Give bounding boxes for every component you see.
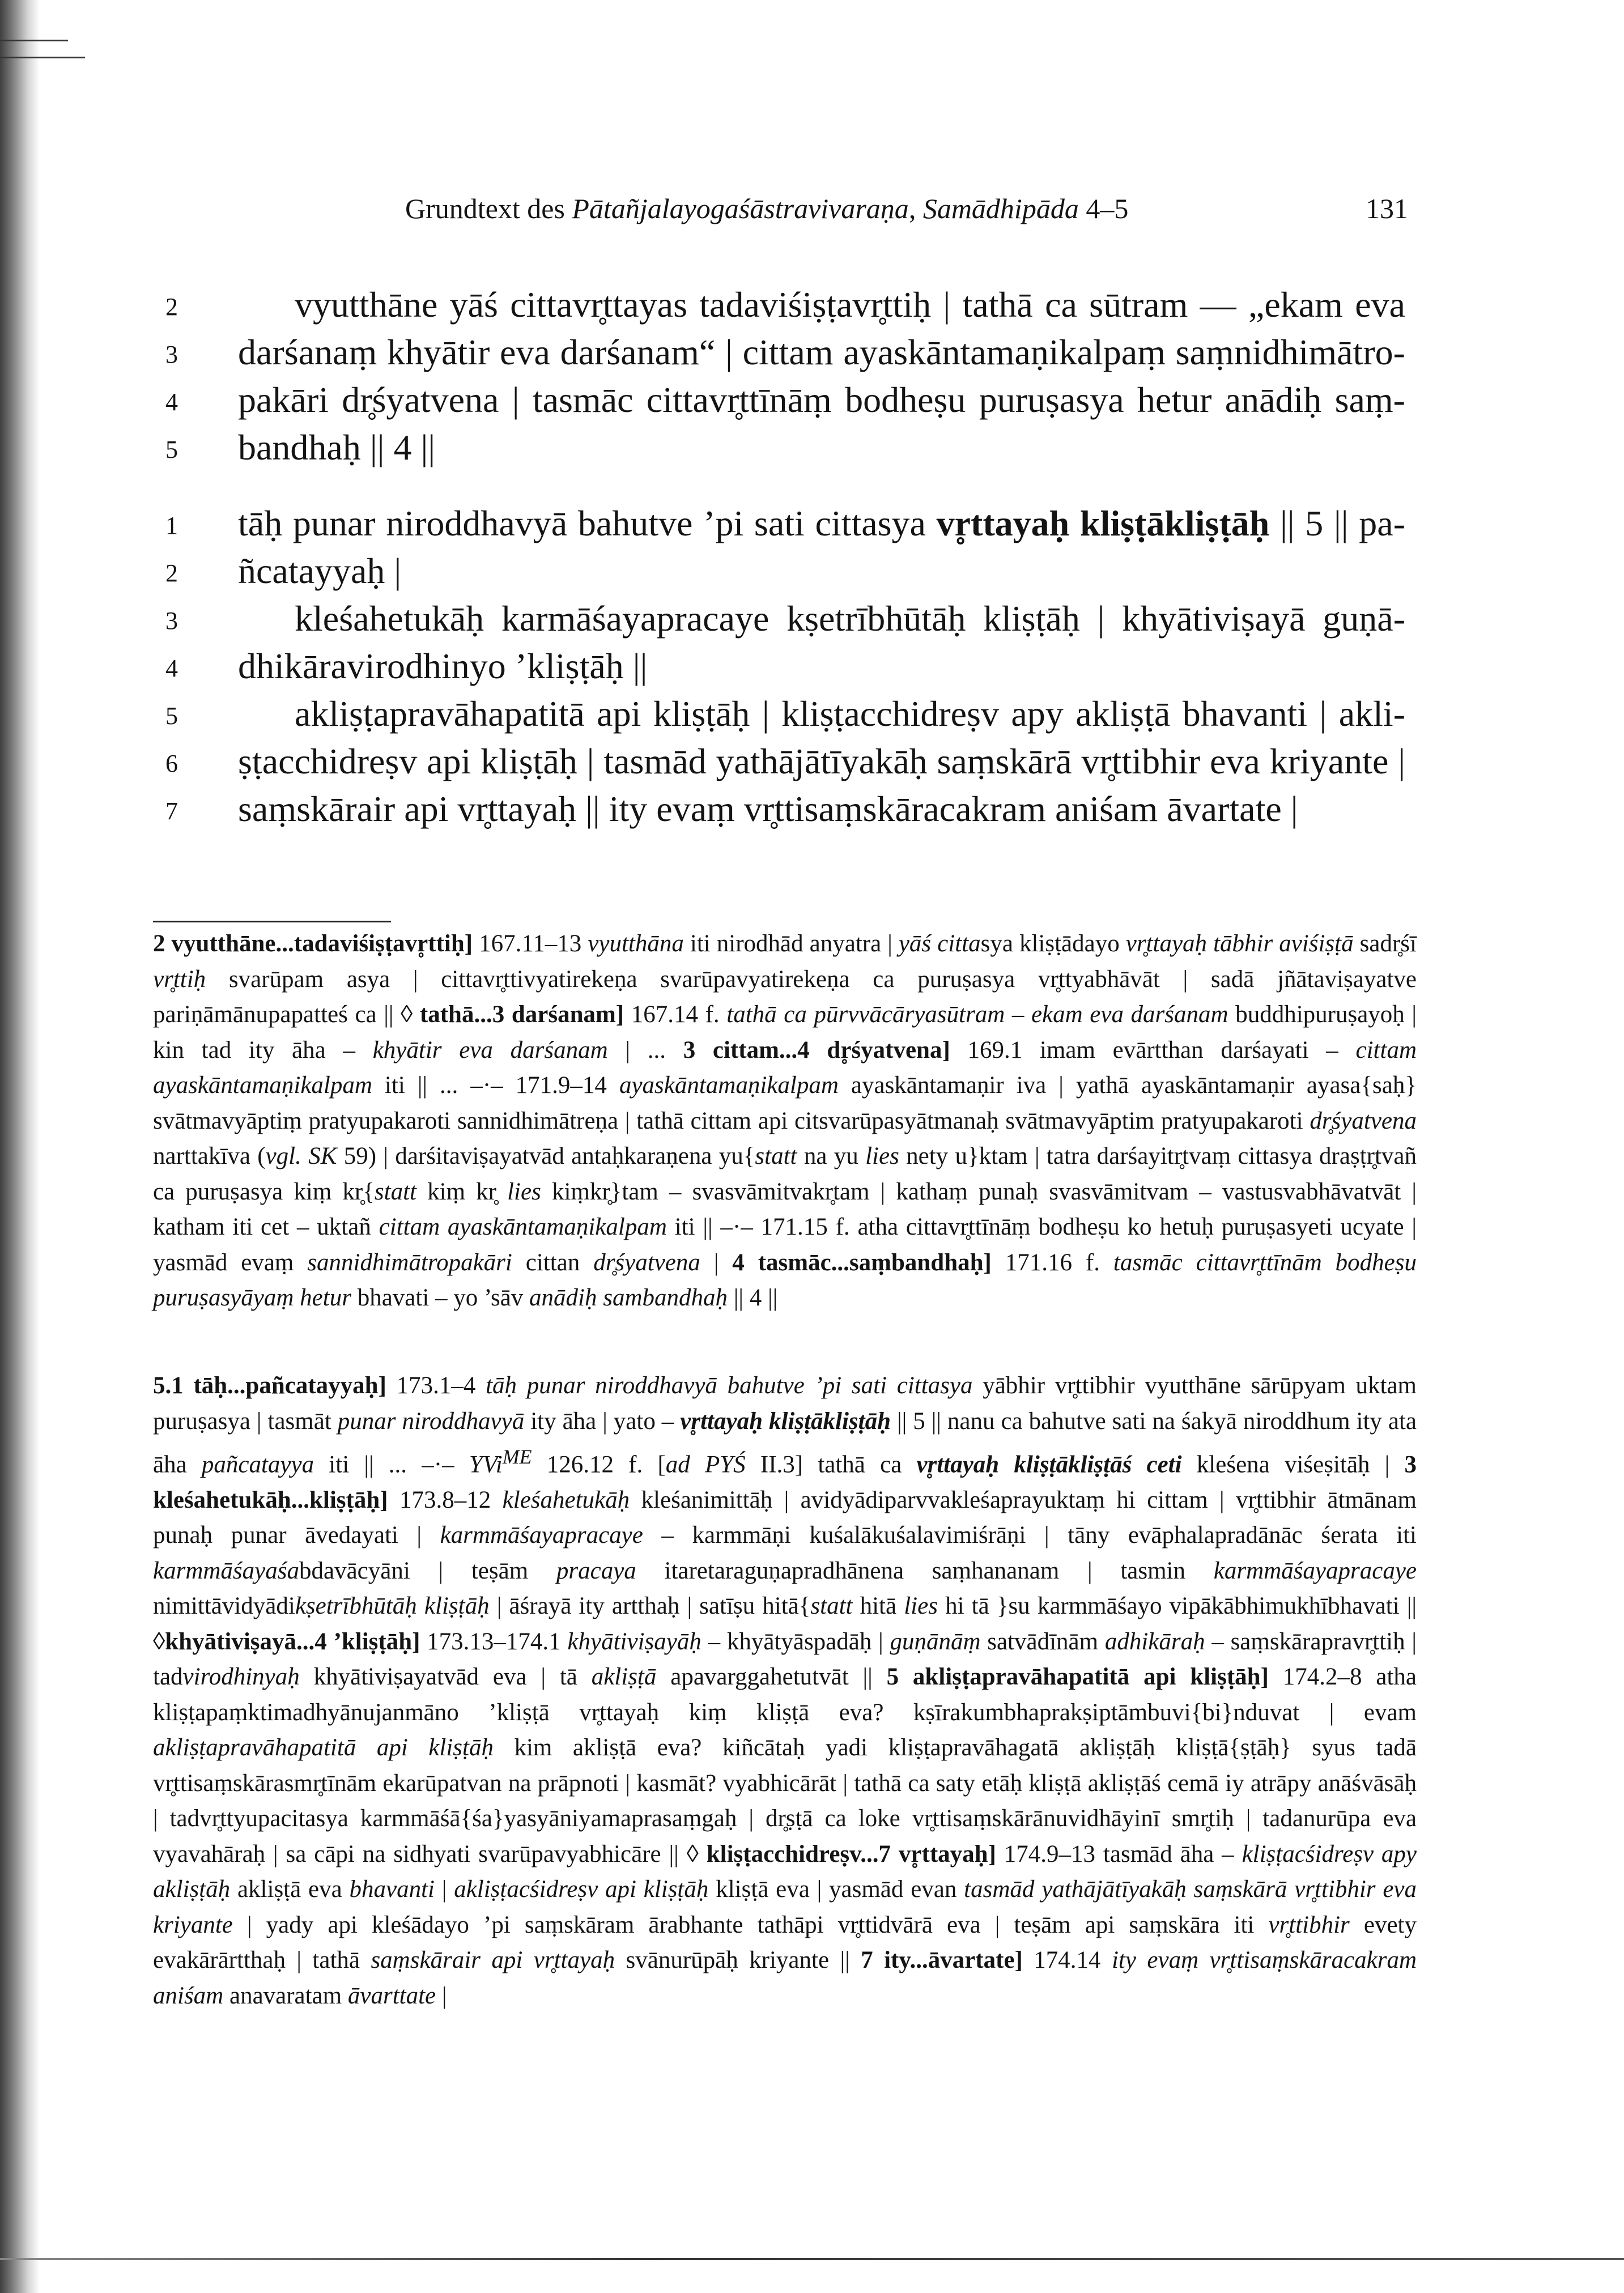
line-number: 4 (165, 654, 178, 682)
text-line: 5 bandhaḥ || 4 || (130, 424, 1405, 471)
footnote-rule (153, 921, 391, 922)
text-line: 4 dhikāravirodhinyo ’kliṣṭāḥ || (130, 643, 1405, 690)
scan-bottom-edge (0, 2258, 1624, 2260)
line-number: 1 (165, 512, 178, 539)
running-title: Grundtext des Pātañjalayogaśāstravivaraṇa, Samādhipāda 4–5 (405, 193, 1129, 224)
line-number: 5 (165, 436, 178, 463)
text-line: 3 kleśahetukāḥ karmāśayapracaye kṣetrībhūtāḥ kliṣṭāḥ | khyātiviṣayā guṇā- (130, 595, 1405, 643)
text-line: 7 saṃskārair api vr̥ttayaḥ || ity evaṃ vr̥ttisaṃskāracakram aniśam āvartate | (130, 785, 1405, 833)
line-number: 3 (165, 341, 178, 368)
text-line: 3 darśanaṃ khyātir eva darśanam“ | cittam ayaskāntamaṇikalpaṃ saṃnidhimātro- (130, 329, 1405, 376)
text-line: 1 tāḥ punar niroddhavyā bahutve ’pi sati cittasya vr̥ttayaḥ kliṣṭākliṣṭāḥ || 5 || pa- (130, 500, 1405, 547)
binding-shadow (0, 0, 40, 2293)
binding-mark (0, 40, 68, 41)
apparatus-paragraph: 2 vyutthāne...tadaviśiṣṭavr̥ttiḥ] 167.11–13 vyutthāna iti nirodhād anyatra | yāś cittasya kliṣṭādayo vr̥ttayaḥ tābhir aviśiṣṭā sadr̥śī vr̥ttiḥ svarūpam asya | cittavr̥ttivyatirekeṇa svarūpavyatirekeṇa ca puruṣasya vr̥ttyabhāvāt | sadā jñātaviṣayatve pariṇāmānupapatteś ca || ◊ tathā...3 darśanam] 167.14 f. tathā ca pūrvvācāryasūtram – ekam eva darśanam buddhipuruṣayoḥ | kin tad ity āha – khyātir eva darśanam | ... 3 cittam...4 dr̥śyatvena] 169.1 imam evārtthan darśayati – cittam ayaskāntamaṇikalpam iti || ... –·– 171.9–14 ayaskāntamaṇikalpam ayaskāntamaṇir iva | yathā ayaskāntamaṇir ayasa{saḥ} svātmavyāptiṃ pratyupakaroti sannidhimātreṇa | tathā cittam api citsvarūpasyātmanaḥ svātmavyāptim pratyupakaroti dr̥śyatvena narttakīva (vgl. SK 59) | darśitaviṣayatvād antaḥkaraṇena yu{statt na yu lies nety u}ktam | tatra darśayitr̥tvaṃ cittasya draṣṭr̥tvañ ca puruṣasya kiṃ kr̥{statt kiṃ kr̥ lies kiṃkr̥}tam – svasvāmitvakr̥tam | kathaṃ punaḥ svasvāmitvam – vastusvabhāvatvāt | katham iti cet – uktañ cittam ayaskāntamaṇikalpam iti || –·– 171.15 f. atha cittavr̥ttīnāṃ bodheṣu ko hetuḥ puruṣasyeti ucyate | yasmād evaṃ sannidhimātropakāri cittan dr̥śyatvena | 4 tasmāc...saṃbandhaḥ] 171.16 f. tasmāc cittavr̥ttīnām bodheṣu puruṣasyāyaṃ hetur bhavati – yo ’sāv anādiḥ sambandhaḥ || 4 || (153, 930, 1417, 1311)
page-number: 131 (1366, 193, 1408, 224)
text-line: 4 pakāri dr̥śyatvena | tasmāc cittavr̥ttīnāṃ bodheṣu puruṣasya hetur anādiḥ saṃ- (130, 376, 1405, 424)
apparatus-paragraph: 5.1 tāḥ...pañcatayyaḥ] 173.1–4 tāḥ punar niroddhavyā bahutve ’pi sati cittasya yābhir vr̥ttibhir vyutthāne sārūpyam uktam puruṣasya | tasmāt punar niroddhavyā ity āha | yato – vr̥ttayaḥ kliṣṭākliṣṭāḥ || 5 || nanu ca bahutve sati na śakyā niroddhum ity ata āha pañcatayya iti || ... –·– YVi$^{ME}$ 126.12 f. [ad PYŚ II.3] tathā ca vr̥ttayaḥ kliṣṭākliṣṭāś ceti kleśena viśeṣitāḥ | 3 kleśahetukāḥ...kliṣṭāḥ] 173.8–12 kleśahetukāḥ kleśanimittāḥ | avidyādiparvvakleśaprayuktaṃ hi cittam | vr̥ttibhir ātmānam punaḥ punar āvedayati | karmmāśayapracaye – karmmāṇi kuśalākuśalavimiśrāṇi | tāny evāphalapradānāc śerata iti karmmāśayaśabdavācyāni | teṣām pracaya itaretaraguṇapradhānena saṃhananam | tasmin karmmāśayapracaye nimittāvidyādikṣetrībhūtāḥ kliṣṭāḥ | āśrayā ity artthaḥ | satīṣu hitā{statt hitā lies hi tā }su karmmāśayo vipākābhimukhībhavati || ◊khyātiviṣayā...4 ’kliṣṭāḥ] 173.13–174.1 khyātiviṣayāḥ – khyātyāspadāḥ | guṇānāṃ satvādīnām adhikāraḥ – saṃskārapravr̥ttiḥ | tadvirodhinyaḥ khyātiviṣayatvād eva | tā akliṣṭā apavarggahetutvāt || 5 akliṣṭapravāhapatitā api kliṣṭāḥ] 174.2–8 atha kliṣṭapaṃktimadhyānujanmāno ’kliṣṭā vr̥ttayaḥ kiṃ kliṣṭā eva? kṣīrakumbhaprakṣiptāmbuvi{bi}nduvat | evam akliṣṭapravāhapatitā api kliṣṭāḥ kim akliṣṭā eva? kiñcātaḥ yadi kliṣṭapravāhagatā akliṣṭāḥ kliṣṭā{ṣṭāḥ} syus tadā vr̥ttisaṃskārasmr̥tīnām ekarūpatvan na prāpnoti | kasmāt? vyabhicārāt | tathā ca saty etāḥ kliṣṭā akliṣṭāś cemā iy atrāpy anāśvāsāḥ | tadvr̥ttyupacitasya karmmāśā{śa}yasyāniyamaprasaṃgaḥ | dr̥ṣṭā ca loke vr̥ttisaṃskārānuvidhāyinī smr̥tiḥ | tadanurūpa eva vyavahāraḥ | sa cāpi na sidhyati svarūpavyabhicāre || ◊ kliṣṭacchidreṣv...7 vr̥ttayaḥ] 174.9–13 tasmād āha – kliṣṭacśidreṣv apy akliṣṭāḥ akliṣṭā eva bhavanti | akliṣṭacśidreṣv api kliṣṭāḥ kliṣṭā eva | yasmād evan tasmād yathājātīyakāḥ saṃskārā vr̥ttibhir eva kriyante | yady api kleśādayo ’pi saṃskāram ārabhante tathāpi vr̥ttidvārā eva | teṣām api saṃskāra iti vr̥ttibhir evety evakārārtthaḥ | tathā saṃskārair api vr̥ttayaḥ svānurūpāḥ kriyante || 7 ity...āvartate] 174.14 ity evaṃ vr̥ttisaṃskāracakram aniśam anavaratam āvarttate | (153, 1372, 1417, 2009)
line-number: 6 (165, 750, 178, 777)
binding-mark (0, 57, 85, 58)
text-line: 6 ṣṭacchidreṣv api kliṣṭāḥ | tasmād yathājātīyakāḥ saṃskārā vr̥ttibhir eva kriyante | (130, 738, 1405, 785)
line-number: 2 (165, 559, 178, 587)
line-number: 3 (165, 607, 178, 635)
apparatus-block-sutra-5 (153, 1368, 1417, 2014)
main-text (130, 281, 1405, 833)
sutra-term: vr̥ttayaḥ kliṣṭākliṣṭāḥ (936, 503, 1270, 543)
line-number: 4 (165, 388, 178, 416)
apparatus-block-sutra-4 (153, 926, 1417, 1316)
text-line: 2 ñcatayyaḥ | (130, 547, 1405, 595)
text-line: 2 vyutthāne yāś cittavr̥ttayas tadaviśiṣṭavr̥ttiḥ | tathā ca sūtram — „ekam eva (130, 281, 1405, 329)
line-number: 5 (165, 702, 178, 730)
text-line: 5 akliṣṭapravāhapatitā api kliṣṭāḥ | kliṣṭacchidreṣv apy akliṣṭā bhavanti | akli- (130, 690, 1405, 738)
line-number: 2 (165, 293, 178, 321)
line-number: 7 (165, 797, 178, 825)
